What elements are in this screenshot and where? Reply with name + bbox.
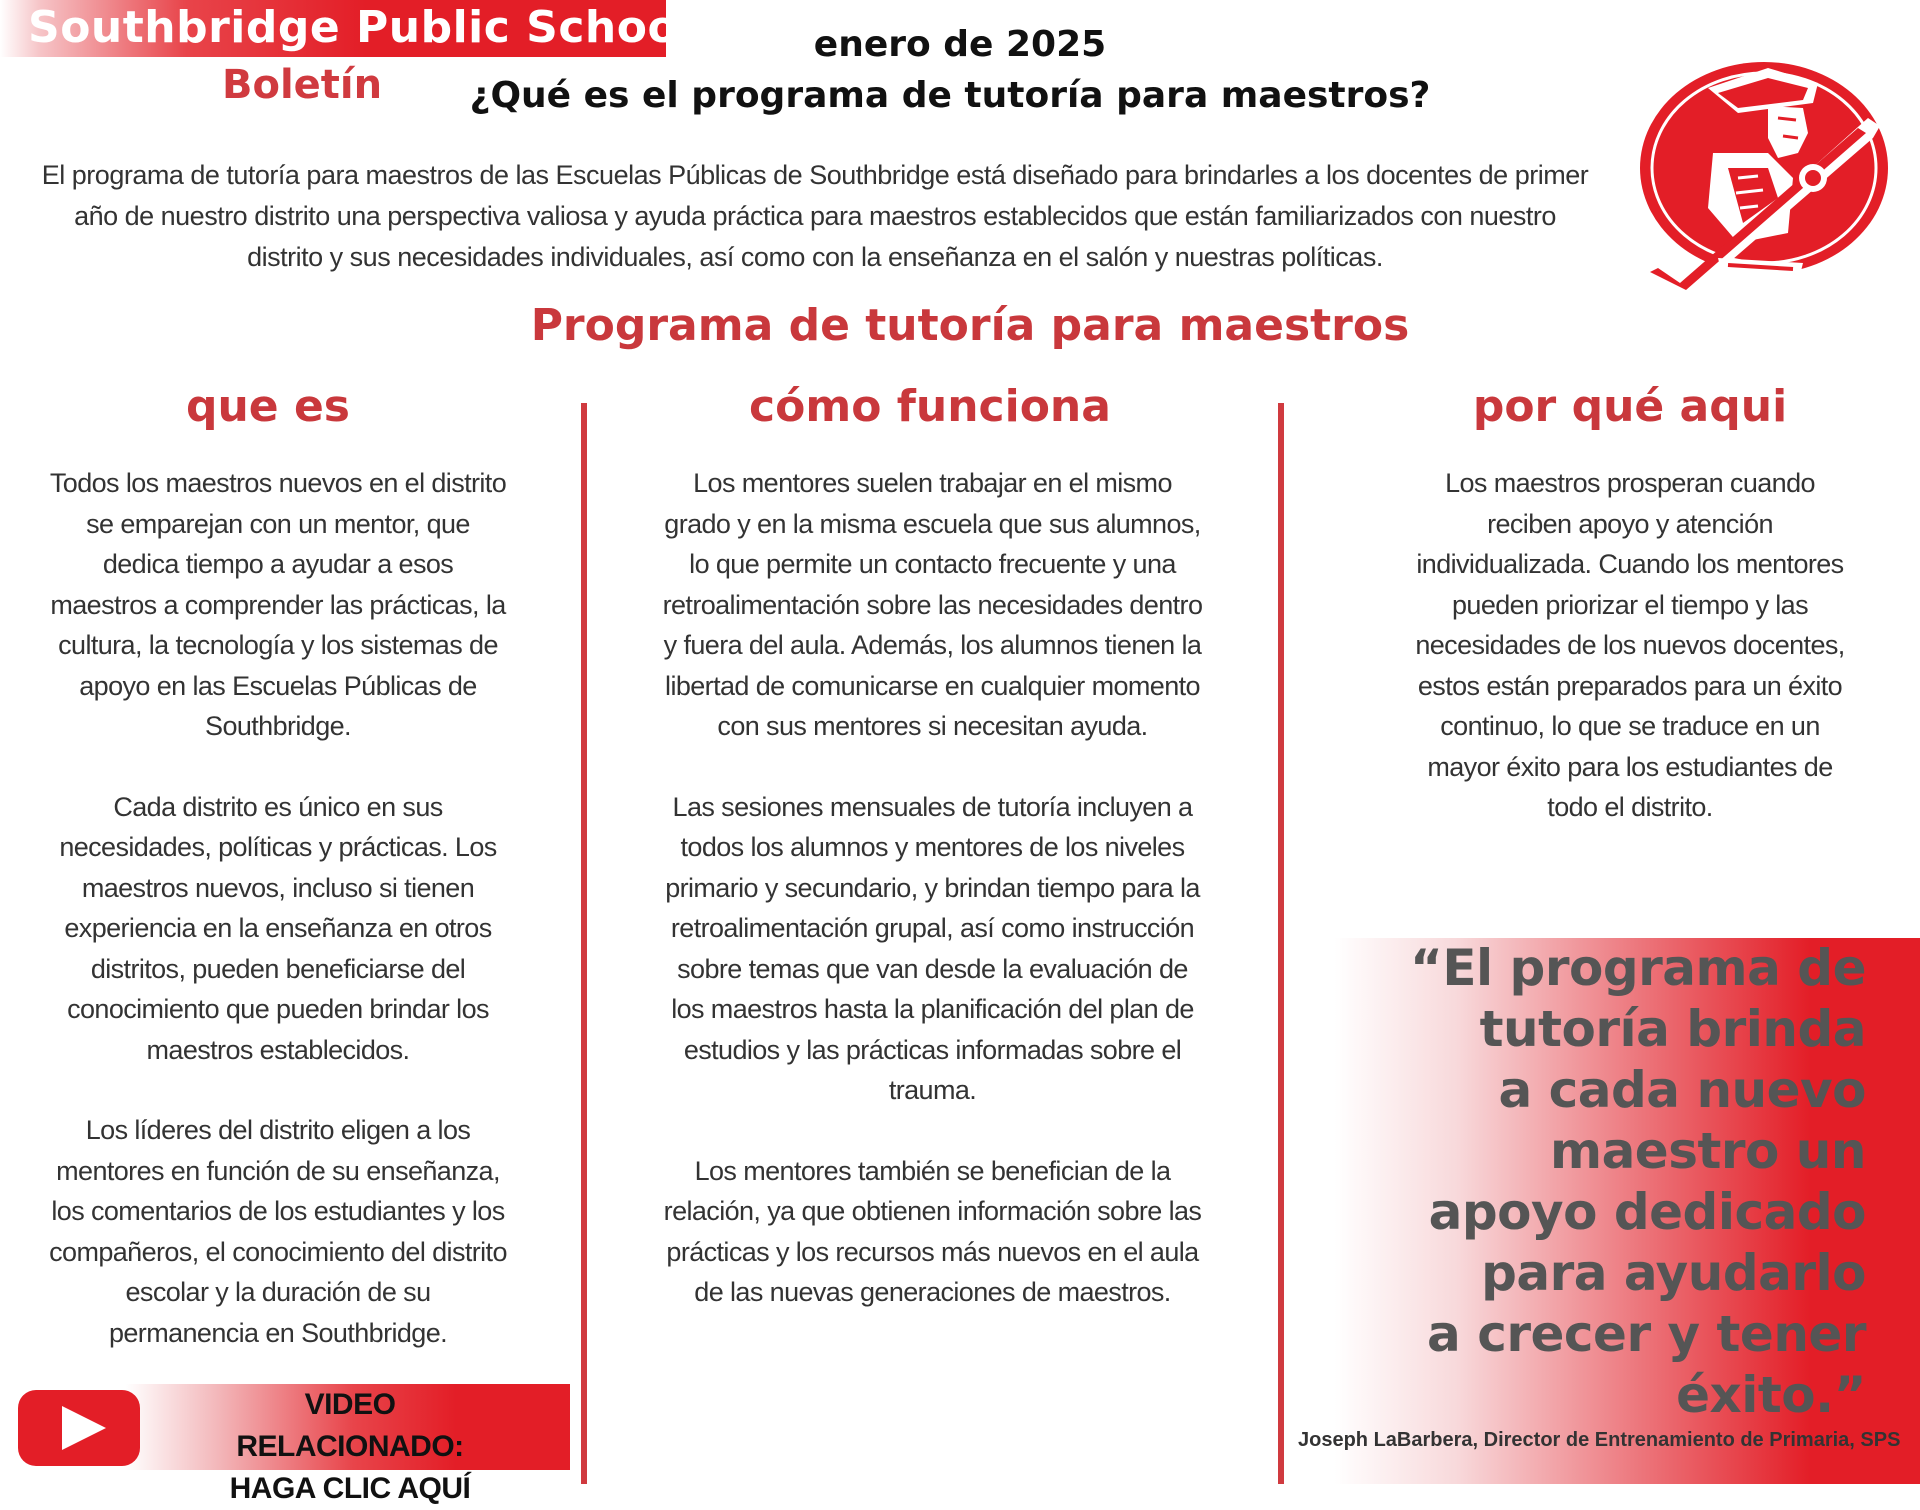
paragraph: Los mentores también se benefician de la relación, ya que obtienen información sobre las prácticas y los recursos más nuevos en el aula de las nuevas generaciones de maestros. [663,1155,1202,1307]
quote-line: maestro un [1549,1122,1866,1180]
related-video-label[interactable] [200,1384,500,1510]
column-por-que-aqui-text [1410,463,1850,868]
column-divider [1278,403,1284,1484]
paragraph: Cada distrito es único en sus necesidades, políticas y prácticas. Los maestros nuevos, incluso si tienen experiencia en la enseñanza en otros distritos, pueden beneficiarse del conocimiento que pueden brindar los maestros establecidos. [59,791,497,1065]
quote-line: a crecer y tener [1427,1305,1866,1363]
newsletter-label: Boletín [222,62,383,108]
page-title: ¿Qué es el programa de tutoría para maestros? [469,75,1431,116]
school-name: Southbridge Public Schools [28,2,721,53]
issue-date: enero de 2025 [813,24,1107,65]
column-heading-como-funciona: cómo funciona [749,381,1111,432]
column-heading-por-que-aqui: por qué aqui [1472,381,1788,432]
video-label-line: VIDEO RELACIONADO: [236,1388,464,1463]
red-soldier-with-rifle-logo-icon [1618,58,1890,302]
paragraph: Los mentores suelen trabajar en el mismo grado y en la misma escuela que sus alumnos, lo que permite un contacto frecuente y una retroalimentación sobre las necesidades dentro y fuera del aula. Además, los alumnos tienen la libertad de comunicarse en cualquier momento con sus mentores si necesitan ayuda. [662,468,1203,741]
paragraph: Todos los maestros nuevos en el distrito se emparejan con un mentor, que dedica tiempo a ayudar a esos maestros a comprender las prácticas, la cultura, la tecnología y los sistemas de apoyo en las Escuelas Públicas de Southbridge. [49,468,507,741]
paragraph: Los maestros prosperan cuando reciben apoyo y atención individualizada. Cuando los mentores pueden priorizar el tiempo y las necesidades de los nuevos docentes, estos están preparados para un éxito continuo, lo que se traduce en un mayor éxito para los estudiantes de todo el distrito. [1415,468,1845,822]
column-heading-que-es: que es [185,381,350,432]
quote-line: éxito.” [1676,1366,1866,1424]
paragraph: Los líderes del distrito eligen a los mentores en función de su enseñanza, los comentarios de los estudiantes y los compañeros, el conocimiento del distrito escolar y la duración de su permanencia en Southbridge. [49,1115,507,1348]
column-como-funciona-text [660,463,1205,1353]
quote-line: a cada nuevo [1498,1061,1866,1119]
section-title: Programa de tutoría para maestros [530,300,1410,351]
column-divider [581,403,587,1484]
quote-line: para ayudarlo [1481,1244,1866,1302]
pull-quote [1330,938,1866,1426]
video-label-line: HAGA CLIC AQUÍ [229,1472,471,1505]
quote-attribution: Joseph LaBarbera, Director de Entrenamiento de Primaria, SPS [1298,1429,1901,1451]
column-que-es-text [48,463,508,1393]
quote-line: tutoría brinda [1479,1000,1866,1058]
paragraph: Las sesiones mensuales de tutoría incluyen a todos los alumnos y mentores de los niveles primario y secundario, y brindan tiempo para la retroalimentación grupal, así como instrucción sobre temas que van desde la evaluación de los maestros hasta la planificación del plan de estudios y las prácticas informadas sobre el trauma. [665,791,1200,1105]
quote-line: apoyo dedicado [1428,1183,1866,1241]
youtube-play-icon[interactable] [14,1384,144,1472]
quote-line: “El programa de [1409,939,1866,997]
intro-paragraph: El programa de tutoría para maestros de las Escuelas Públicas de Southbridge está diseñado para brindarles a los docentes de primer año de nuestro distrito una perspectiva valiosa y ayuda práctica para maestros establecidos que están familiarizados con nuestro distrito y sus necesidades individuales, así como con la enseñanza en el salón y nuestras políticas. [41,160,1589,272]
